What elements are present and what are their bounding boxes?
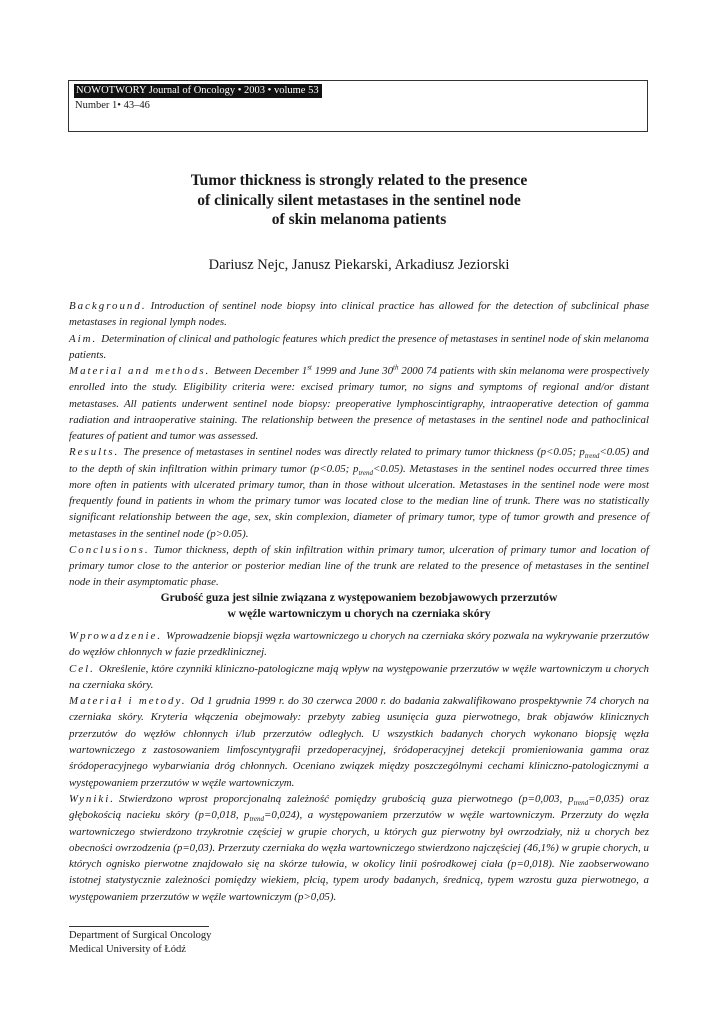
title-line-1: Tumor thickness is strongly related to the presence	[190, 172, 528, 189]
abstract-results	[69, 444, 649, 542]
pl-results-label: Wyniki.	[69, 792, 115, 805]
pl-intro	[69, 628, 649, 661]
pl-results-text-3: =0,024), a występowaniem przerzutów w węźle wartowniczym. Przerzuty do węzła wartowniczego stwierdzono trzykrotnie częściej w grupie chorych, u których guz pierwotny był owrzodziały, niż u chorych bez obecności owrzodzenia (p=0,03). Przerzuty czerniaka do węzła wartowniczego stwierdzono najczęściej (46,1%) w grupie chorych, u których ognisko pierwotne znajdowało się na skórze tułowia, w okolicy linii pośrodkowej ciała (p=0,018). Nie zaobserwowano istotnej statystycznie zależności pomiędzy wiekiem, płcią, typem urody badanych, średnicą, typem wzrostu guza pierwotnego, a występowaniem przerzutów w węźle wartowniczym (p>0,05).	[69, 809, 649, 903]
pl-aim-text: Określenie, które czynniki kliniczno-patologiczne mają wpływ na występowanie przerzutów w węźle wartowniczym u chorych na czerniaka skóry.	[69, 662, 649, 691]
results-label: Results.	[69, 446, 120, 459]
methods-sup-2: th	[393, 363, 399, 372]
pl-methods	[69, 693, 649, 791]
conclusions-label: Conclusions.	[69, 543, 150, 556]
results-text-1: The presence of metastases in sentinel nodes was directly related to primary tumor thickness (p<0.05; p	[123, 446, 585, 459]
polish-title	[100, 590, 618, 622]
abstract-conclusions	[69, 542, 649, 591]
pl-results	[69, 791, 649, 905]
methods-text-3: 2000 74 patients with skin melanoma were prospectively enrolled into the study. Eligibility criteria were: excised primary tumor, no signs and symptoms of regional and/or distant metastases. All patients underwent sentinel node biopsy: preoperative lymphoscintigraphy, intraoperative detection of gamma radiation and intraoperative staining. The relationship between the presence of metastases in the sentinel node and pathoclinical features of patient and tumor was assessed.	[69, 365, 649, 442]
abstract-methods	[69, 363, 649, 444]
abstract-aim	[69, 331, 649, 364]
polish-title-line-2: w węźle wartowniczym u chorych na czerniaka skóry	[227, 607, 491, 620]
authors: Dariusz Nejc, Janusz Piekarski, Arkadiusz Jeziorski	[208, 257, 510, 273]
pl-results-text-1: Stwierdzono wprost proporcjonalną zależność pomiędzy grubością guza pierwotnego (p=0,003, p	[118, 792, 574, 805]
methods-text-2: 1999 and June 30	[311, 365, 394, 377]
abstract-polish	[69, 628, 649, 905]
footnote-line-1: Department of Surgical Oncology	[69, 930, 212, 941]
background-label: Background.	[69, 300, 147, 312]
pl-intro-text: Wprowadzenie biopsji węzła wartowniczego u chorych na czerniaka skóry pozwala na wykrywanie przerzutów do węzłów chłonnych w fazie przedklinicznej.	[69, 630, 649, 659]
pl-results-text-2: =0,035) oraz głębokością nacieku skóry (p=0,018, p	[69, 792, 649, 822]
aim-label: Aim.	[69, 332, 98, 345]
aim-text: Determination of clinical and pathologic features which predict the presence of metastases in sentinel node of skin melanoma patients.	[69, 332, 649, 361]
journal-banner: NOWOTWORY Journal of Oncology • 2003 • volume 53	[74, 84, 322, 98]
abstract-background	[69, 298, 649, 331]
pl-methods-label: Materiał i metody.	[69, 695, 187, 708]
abstract-english	[69, 298, 649, 591]
background-text: Introduction of sentinel node biopsy into clinical practice has allowed for the detection of subclinical phase metastases in regional lymph nodes.	[69, 300, 649, 329]
pl-results-sub-2: trend	[249, 815, 265, 824]
journal-header-box	[68, 80, 648, 132]
pl-results-sub-1: trend	[573, 799, 589, 808]
results-text-2: <0.05) and to the depth of skin infiltration within primary tumor (p<0.05; p	[69, 446, 649, 475]
pl-intro-label: Wprowadzenie.	[69, 630, 163, 642]
results-text-3: <0.05). Metastases in the sentinel nodes occurred three times more often in patients with ulcerated primary tumor, than in those without ulceration. Metastases in the sentinel node were most frequently found in patients in whom the primary tumor was located close to the median line of trunk. There was no statistically significant relationship between the age, sex, skin complexion, diameter of primary tumor, type of tumor growth and presence of metastases in the sentinel node (p>0.05).	[69, 462, 649, 540]
methods-label: Material and methods.	[69, 365, 211, 377]
pl-aim	[69, 661, 649, 694]
footnote-divider	[69, 926, 209, 927]
methods-sup-1: st	[307, 363, 312, 372]
affiliation-footnote	[69, 929, 211, 957]
title-line-3: of skin melanoma patients	[271, 211, 447, 228]
issue-line: Number 1• 43–46	[75, 100, 150, 111]
methods-text-1: Between December 1	[214, 365, 308, 377]
polish-title-line-1: Grubość guza jest silnie związana z występowaniem bezobjawowych przerzutów	[160, 591, 558, 604]
results-sub-1: trend	[584, 452, 600, 461]
results-sub-2: trend	[358, 468, 373, 477]
conclusions-text: Tumor thickness, depth of skin infiltration within primary tumor, ulceration of primary tumor and location of primary tumor close to the anterior or posterior median line of the trunk are related to the presence of metastases in the sentinel node in their asymptomatic phase.	[69, 543, 649, 589]
pl-methods-text: Od 1 grudnia 1999 r. do 30 czerwca 2000 r. do badania zakwalifikowano prospektywnie 74 chorych na czerniaka skóry. Kryteria włączenia obejmowały: przebyty zabieg usunięcia guza pierwotnego, brak objawów klinicznych przerzutów do węzłów chłonnych i/lub przerzutów odległych. U wszystkich badanych chorych wykonano biopsję węzła wartowniczego z zastosowaniem limfoscyntygrafii przedoperacyjnej, śródoperacyjnej detekcji promieniowania gamma oraz śródoperacyjnego wybarwiania dróg chłonnych. Oceniano związek między poszczególnymi cechami kliniczno-patologicznymi a występowaniem przerzutów w węźle wartowniczym.	[69, 695, 649, 789]
pl-aim-label: Cel.	[69, 662, 95, 675]
title-line-2: of clinically silent metastases in the sentinel node	[197, 191, 521, 209]
footnote-line-2: Medical University of Łódź	[69, 944, 186, 955]
article-title	[100, 171, 618, 230]
